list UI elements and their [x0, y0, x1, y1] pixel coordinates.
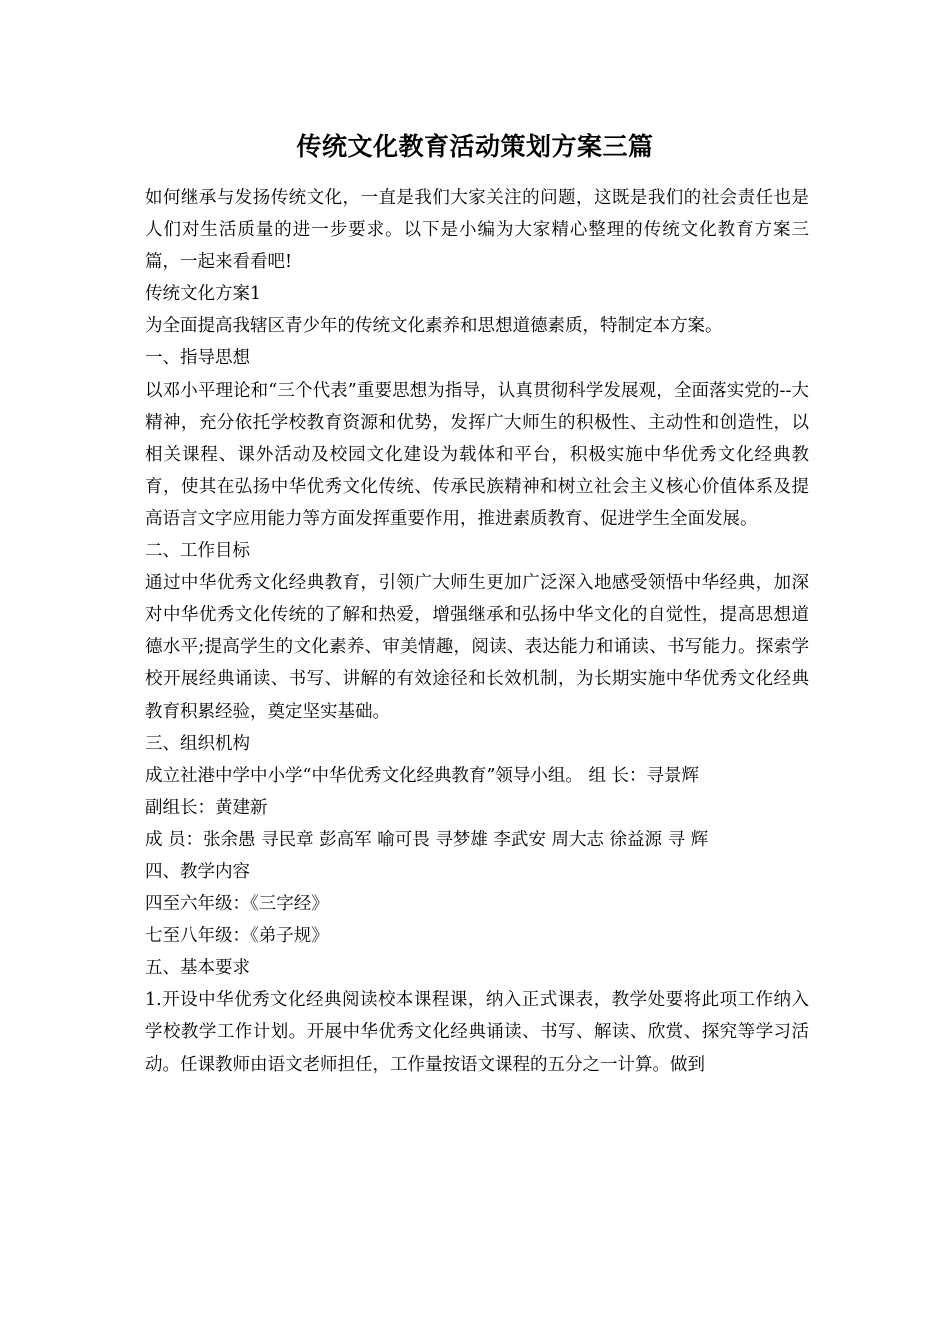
heading-organization: 三、组织机构 [145, 733, 250, 754]
paragraph-guiding-ideology: 以邓小平理论和“三个代表”重要思想为指导，认真贯彻科学发展观，全面落实党的--大精神，充分依托学校教育资源和优势，发挥广大师生的积极性、主动性和创造性，以相关课程、课外活动及校园文化建设为载体和平台，积极实施中华优秀文化经典教育，使其在弘扬中华优秀文化传统、传承民族精神和树立社会主义核心价值体系及提高语言文字应用能力等方面发挥重要作用，推进素质教育、促进学生全面发展。 [145, 380, 809, 529]
heading-guiding-ideology: 一、指导思想 [145, 348, 250, 369]
paragraph-purpose: 为全面提高我辖区青少年的传统文化素养和思想道德素质，特制定本方案。 [145, 316, 723, 337]
heading-basic-requirements: 五、基本要求 [145, 958, 250, 979]
paragraph-deputy-leader: 副组长：黄建新 [145, 797, 268, 818]
paragraph-members: 成 员：张余愚 寻民章 彭高军 喻可畏 寻梦雄 李武安 周大志 徐益源 寻 辉 [145, 829, 709, 850]
paragraph-intro: 如何继承与发扬传统文化，一直是我们大家关注的问题，这既是我们的社会责任也是人们对生活质量的进一步要求。以下是小编为大家精心整理的传统文化教育方案三篇，一起来看看吧! [145, 188, 809, 273]
heading-teaching-content: 四、教学内容 [145, 861, 250, 882]
paragraph-requirement-1: 1.开设中华优秀文化经典阅读校本课程课，纳入正式课表，教学处要将此项工作纳入学校教学工作计划。开展中华优秀文化经典诵读、书写、解读、欣赏、探究等学习活动。任课教师由语文老师担任，工作量按语文课程的五分之一计算。做到 [145, 990, 809, 1075]
document-title: 传统文化教育活动策划方案三篇 [296, 132, 654, 161]
heading-work-goals: 二、工作目标 [145, 541, 250, 562]
heading-plan-1: 传统文化方案1 [145, 284, 262, 305]
paragraph-leader: 成立社港中学中小学“中华优秀文化经典教育”领导小组。 组 长：寻景辉 [145, 765, 700, 786]
paragraph-work-goals: 通过中华优秀文化经典教育，引领广大师生更加广泛深入地感受领悟中华经典，加深对中华优秀文化传统的了解和热爱，增强继承和弘扬中华文化的自觉性，提高思想道德水平;提高学生的文化素养、审美情趣，阅读、表达能力和诵读、书写能力。探索学校开展经典诵读、书写、讲解的有效途径和长效机制，为长期实施中华优秀文化经典教育积累经验，奠定坚实基础。 [145, 573, 809, 722]
document-body [145, 182, 809, 1081]
paragraph-grades-4-6: 四至六年级：《三字经》 [145, 894, 329, 915]
paragraph-grades-7-8: 七至八年级：《弟子规》 [145, 926, 329, 947]
